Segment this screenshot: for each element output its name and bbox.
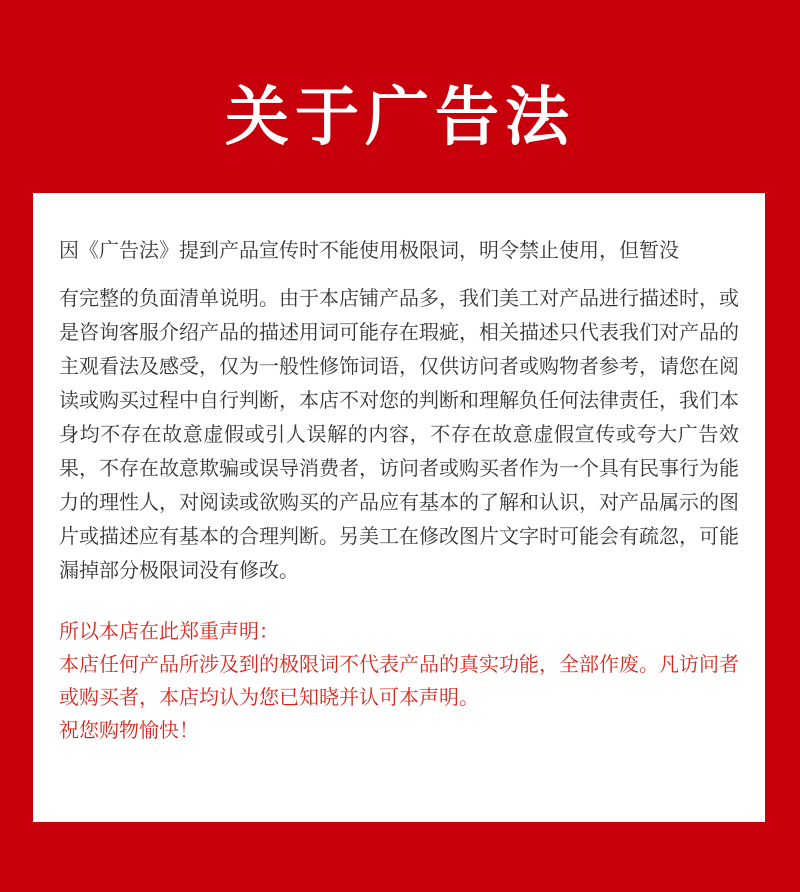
notice-closing: 祝您购物愉快！ [59,718,199,742]
notice-block [59,615,739,747]
notice-statement: 本店任何产品所涉及到的极限词不代表产品的真实功能，全部作废。凡访问者或购买者，本店均认为您已知晓并认可本声明。 [59,652,739,709]
page-title: 关于广告法 [225,81,575,155]
disclaimer-paragraph: 有完整的负面清单说明。由于本店铺产品多，我们美工对产品进行描述时，或是咨询客服介绍产品的描述用词可能存在瑕疵，相关描述只代表我们对产品的主观看法及感受，仅为一般性修饰词语，仅供访问者或购物者参考，请您在阅读或购买过程中自行判断，本店不对您的判断和理解负任何法律责任，我们本身均不存在故意虚假或引人误解的内容，不存在故意虚假宣传或夸大广告效果，不存在故意欺骗或误导消费者，访问者或购买者作为一个具有民事行为能力的理性人，对阅读或欲购买的产品应有基本的了解和认识，对产品属示的图片或描述应有基本的合理判断。另美工在修改图片文字时可能会有疏忽，可能漏掉部分极限词没有修改。 [59,286,739,582]
intro-paragraph: 因《广告法》提到产品宣传时不能使用极限词，明令禁止使用，但暂没 [59,238,679,262]
content-panel [33,193,765,822]
notice-heading: 所以本店在此郑重声明： [59,619,279,643]
